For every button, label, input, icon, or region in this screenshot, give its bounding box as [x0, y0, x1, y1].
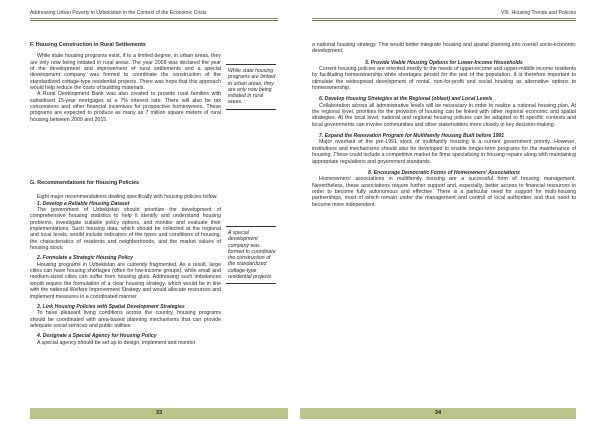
- recommendation-4-heading: 4. Designate a Special Agency for Housing Policy: [37, 333, 157, 340]
- recommendation-6-heading: 6. Develop Housing Strategies at the Regional (oblast) and Local Levels: [319, 96, 493, 103]
- header-accent-rule-right: [312, 20, 576, 21]
- section-f-heading: F. Housing Construction in Rural Settlements: [30, 42, 146, 48]
- recommendation-7-heading: 7. Expand the Renovation Program for Multifamily Housing Built before 1991: [319, 133, 505, 140]
- section-f-paragraph-1: While state housing programs exist, if to a limited degree, in urban areas, they are only now being initiated in rural areas. The year 2009 was declared the year of the development and improvement of rural settlements and a special development company was formed to coordinate the construction of the standardized cottage-type residential projects. There was hope that this approach would help reduce the costs of building materials.: [30, 53, 221, 92]
- recommendation-4-continued: a national housing strategy. This would better integrate housing and spatial planning into overall socio-economic development.: [312, 42, 576, 55]
- recommendation-3-heading: 3. Link Housing Policies with Spatial Development Strategies: [37, 303, 185, 310]
- right-page: [300, 0, 600, 432]
- section-f-paragraph-2: A Rural Development Bank was also created to provide rural families with subsidised 15-year mortgages at a 7% interest rate. There will also be tax concessions and other financial incentives for prospective homeowners. These programs are expected to produce as many as 7 million square meters of rural housing between 2009 and 2015.: [30, 91, 221, 123]
- recommendation-5-text: Current housing policies are oriented mostly to the needs of upper-income and upper-middle income residents by facilitating homeownership while shortages persist for the rest of the population. It is therefore important to stimulate the widespread development of rental, non-for-profit and social housing as alternative options to homeownership.: [312, 66, 576, 92]
- recommendation-7-text: Major overhaul of the pre-1991 stock of multifamily housing is a current government priority. However, institutions and mechanisms should also be developed to enable longer-term programs for the maintenance of housing. These could include a competitive market for firms specializing in housing repairs along with maintaining appropriate regulations and government standards.: [312, 139, 576, 165]
- section-g-heading: G. Recommendations for Housing Policies: [30, 180, 140, 186]
- recommendation-8-heading: 8. Encourage Democratic Forms of Homeowners' Associations: [368, 169, 520, 176]
- section-g-intro: Eight major recommendations dealing specifically with housing policies follow.: [37, 194, 218, 201]
- sidebar-quote-2: A special development company was formed to coordinate the construction of the standardized cottage-type residential projects: [226, 226, 276, 284]
- header-accent-rule-left: [30, 20, 278, 21]
- recommendation-8-text: Homeowners' associations in multifamily housing are a successful form of housing management. Nevertheless, these associations require further support and, especially, better access to financial resources in order to become fully autonomous and effective. There is a particular need for support for multi-housing partnerships, most of which remain under the management and control of local authorities and thus need to become more independent.: [312, 176, 576, 208]
- recommendation-2-heading: 2. Formulate a Strategic Housing Policy: [37, 255, 133, 262]
- left-page-number: 33: [30, 408, 288, 419]
- header-rule-left: [30, 18, 278, 19]
- recommendation-2-text: Housing programs in Uzbekistan are currently fragmented. As a result, large cities can have housing shortages (often for low-income groups), while small and medium-sized cities can suffer from housing gluts. Addressing such imbalances would require the formulation of a clear housing strategy, which would be in line with the national Welfare Improvement Strategy and would allocate resources and implement measures in a coordinated manner.: [30, 261, 221, 300]
- right-running-head: VIII. Housing Trends and Policies: [500, 10, 576, 16]
- right-column: [312, 42, 576, 208]
- recommendation-1-heading: 1. Develop a Reliable Housing Dataset: [37, 200, 130, 207]
- right-page-number: 34: [300, 408, 576, 419]
- left-running-head: Addressing Urban Poverty in Uzbekistan in the Context of the Economic Crisis: [30, 10, 207, 16]
- left-column-section-g: [30, 180, 221, 346]
- recommendation-1-text: The government of Uzbekistan should prioritize the development of comprehensive housing statistics to help it identify and understand housing problems, investigate suitable policy options, and monitor and evaluate their implementations. Such housing data, which should be collected at the regional and local levels, would include indicators of the types and conditions of housing, the characteristics of residents and neighborhoods, and the market values of housing stock.: [30, 207, 221, 252]
- recommendation-6-text: Collaboration across all administrative levels will be necessary in order to realize a national housing plan. At the regional level, priorities for the provision of housing can be linked with other regional economic and spatial strategies. At the local level, national and regional housing policies can be adapted to fit specific contexts and local governments can involve communities and other stakeholders more closely in key decision-making.: [312, 102, 576, 128]
- sidebar-quote-1: While state housing programs are limited in urban areas, they are only now being initiated in rural areas.: [226, 64, 276, 110]
- recommendation-5-heading: 5. Provide Viable Housing Options for Lower-Income Households: [365, 59, 523, 66]
- recommendation-4-text: A special agency should be set up to design, implement and monitor: [37, 339, 196, 346]
- recommendation-3-text: To have pleasant living conditions across the country, housing programs should be coordinated with area-based planning mechanisms that can provide adequate social services and public utilities.: [30, 310, 221, 329]
- left-column-section-f: [30, 42, 221, 123]
- header-rule-right: [312, 18, 576, 19]
